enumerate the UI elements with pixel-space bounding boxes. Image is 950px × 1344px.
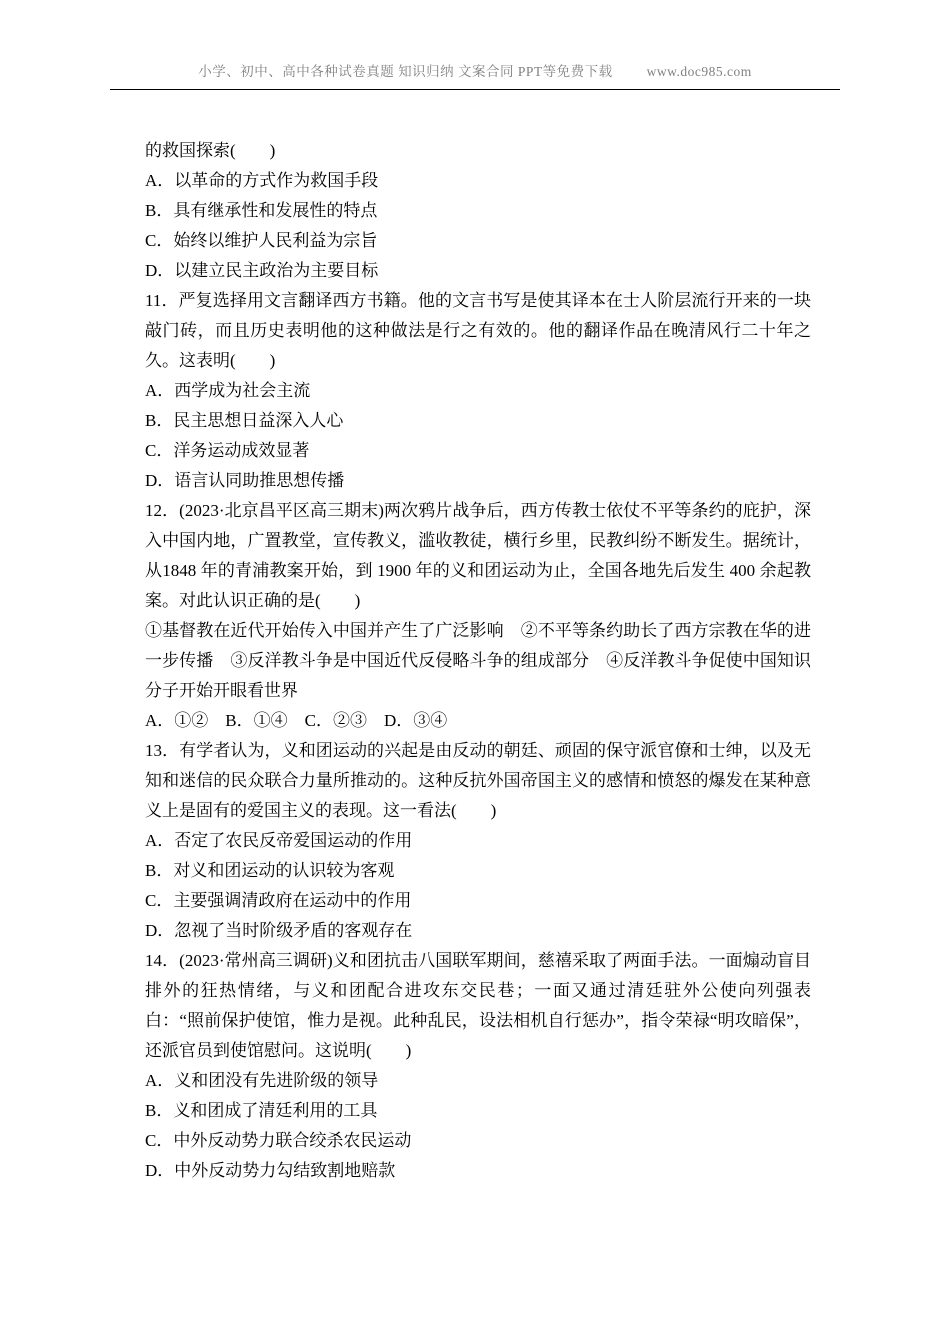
question-paragraph: 14．(2023·常州高三调研)义和团抗击八国联军期间，慈禧采取了两面手法。一面煽动盲目排外的狂热情绪，与义和团配合进攻东交民巷；一面又通过清廷驻外公使向列强表白：“照前保护使馆，惟力是视。此种乱民，设法相机自行惩办”，指令荣禄“明攻暗保”，还派官员到使馆慰问。这说明( ) (145, 951, 811, 1060)
option-line: D．语言认同助推思想传播 (145, 471, 345, 490)
option-line: A．否定了农民反帝爱国运动的作用 (145, 831, 413, 850)
question-paragraph: ①基督教在近代开始传入中国并产生了广泛影响 ②不平等条约助长了西方宗教在华的进一步传播 ③反洋教斗争是中国近代反侵略斗争的组成部分 ④反洋教斗争促使中国知识分子开始开眼看世界 (145, 621, 811, 700)
question-paragraph: 13．有学者认为，义和团运动的兴起是由反动的朝廷、顽固的保守派官僚和士绅，以及无知和迷信的民众联合力量所推动的。这种反抗外国帝国主义的感情和愤怒的爆发在某种意义上是固有的爱国主义的表现。这一看法( ) (145, 741, 811, 820)
option-line: B．民主思想日益深入人心 (145, 411, 344, 430)
question-paragraph: 11．严复选择用文言翻译西方书籍。他的文言书写是使其译本在士人阶层流行开来的一块敲门砖，而且历史表明他的这种做法是行之有效的。他的翻译作品在晚清风行二十年之久。这表明( ) (145, 291, 811, 370)
header-text: 小学、初中、高中各种试卷真题 知识归纳 文案合同 PPT等免费下载 (198, 64, 613, 79)
option-line: D．忽视了当时阶级矛盾的客观存在 (145, 921, 413, 940)
option-line: C．主要强调清政府在运动中的作用 (145, 891, 412, 910)
option-line: D．中外反动势力勾结致割地赔款 (145, 1161, 396, 1180)
header-url: www.doc985.com (646, 64, 752, 79)
option-line: D．以建立民主政治为主要目标 (145, 261, 379, 280)
option-line: B．义和团成了清廷利用的工具 (145, 1101, 378, 1120)
document-body (0, 90, 950, 1186)
continuation-line: 的救国探索( ) (145, 141, 276, 160)
option-line: C．始终以维护人民利益为宗旨 (145, 231, 378, 250)
option-line: A．以革命的方式作为救国手段 (145, 171, 379, 190)
page-header (0, 0, 950, 80)
question-paragraph: 12．(2023·北京昌平区高三期末)两次鸦片战争后，西方传教士依仗不平等条约的庇护，深入中国内地，广置教堂，宣传教义，滥收教徒，横行乡里，民教纠纷不断发生。据统计，从1848 年的青浦教案开始，到 1900 年的义和团运动为止，全国各地先后发生 400 余起教案。对此认识正确的是( ) (145, 501, 811, 610)
option-line: C．中外反动势力联合绞杀农民运动 (145, 1131, 412, 1150)
option-line: A．义和团没有先进阶级的领导 (145, 1071, 379, 1090)
option-line: A．西学成为社会主流 (145, 381, 311, 400)
option-line: C．洋务运动成效显著 (145, 441, 310, 460)
option-line: B．对义和团运动的认识较为客观 (145, 861, 395, 880)
option-line: B．具有继承性和发展性的特点 (145, 201, 378, 220)
answer-choices-line: A．①② B．①④ C．②③ D．③④ (145, 711, 448, 730)
